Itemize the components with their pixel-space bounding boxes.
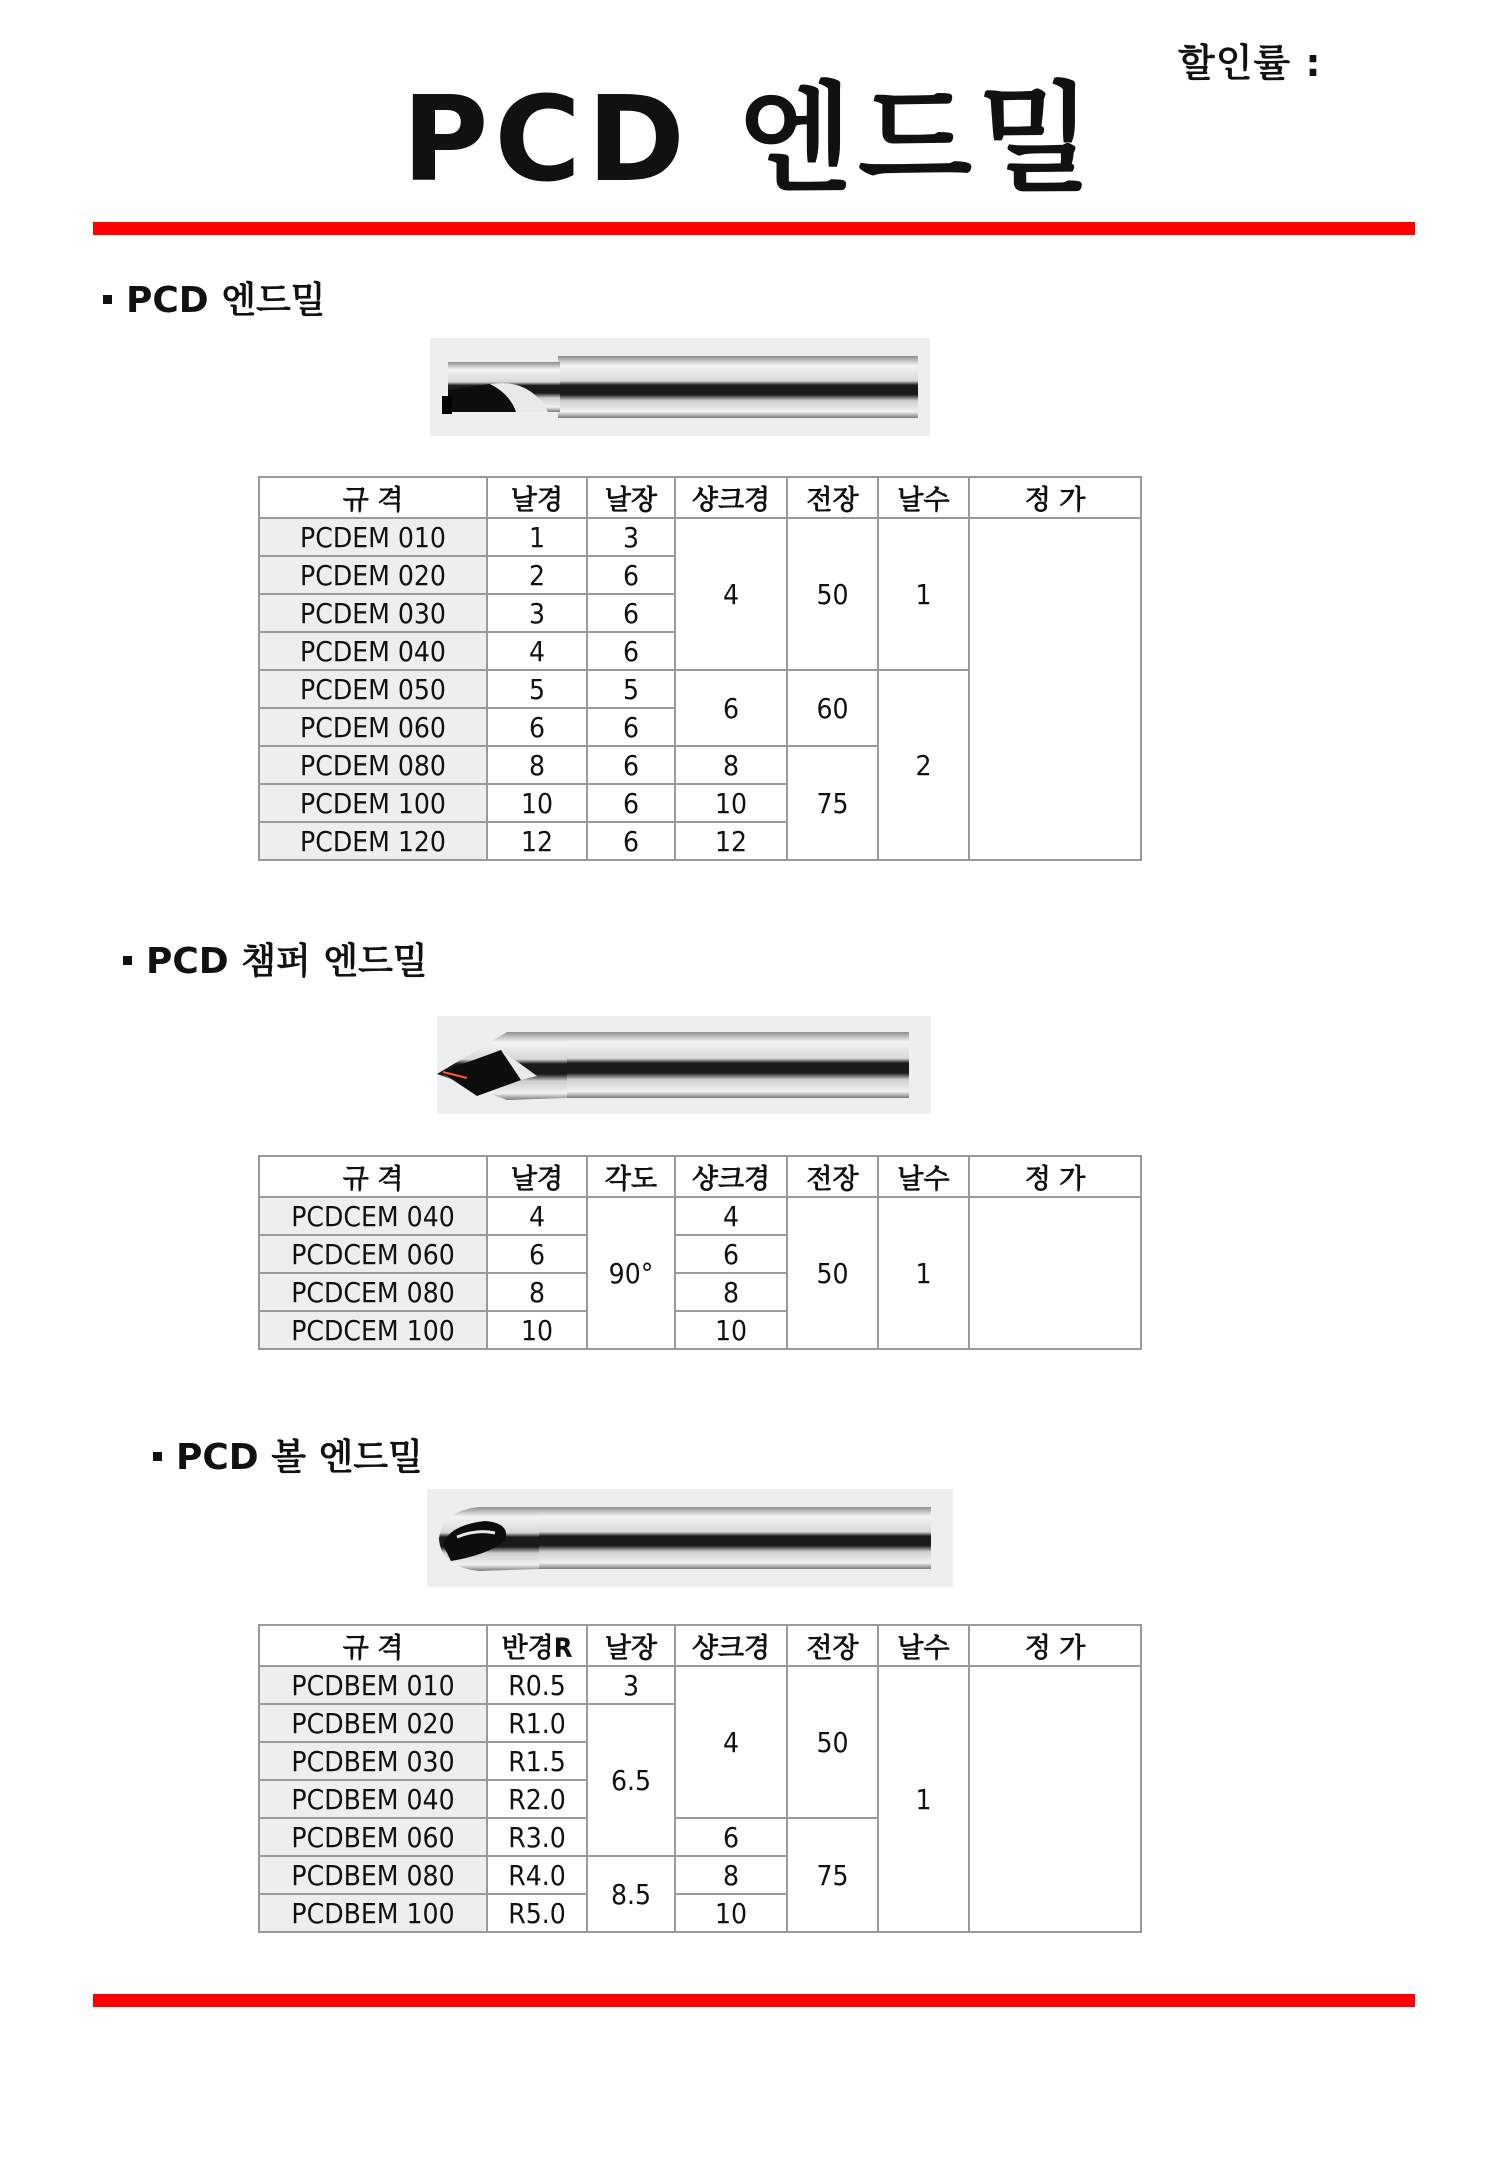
header-flutes: 날수 (878, 1156, 969, 1197)
shank-cell: 8 (675, 746, 787, 784)
diameter-cell: 1 (487, 518, 587, 556)
diameter-cell: 5 (487, 670, 587, 708)
flute-length-cell: 3 (587, 518, 675, 556)
pcd-endmill-spec-table (258, 476, 1142, 861)
flute-length-cell: 5 (587, 670, 675, 708)
shank-cell: 8 (675, 1273, 787, 1311)
table-header-row (259, 477, 1141, 518)
model-cell: PCDBEM 100 (259, 1894, 487, 1932)
price-cell (969, 1666, 1141, 1932)
pcd-ball-endmill-image (427, 1489, 953, 1587)
bullet-icon (123, 956, 132, 965)
shank-cell: 12 (675, 822, 787, 860)
model-cell: PCDCEM 040 (259, 1197, 487, 1235)
diameter-cell: 12 (487, 822, 587, 860)
header-price: 정 가 (969, 1625, 1141, 1666)
model-cell: PCDBEM 040 (259, 1780, 487, 1818)
overall-length-cell: 50 (787, 1666, 878, 1818)
radius-cell: R3.0 (487, 1818, 587, 1856)
model-cell: PCDEM 080 (259, 746, 487, 784)
diameter-cell: 3 (487, 594, 587, 632)
radius-cell: R0.5 (487, 1666, 587, 1704)
top-red-divider (93, 222, 1415, 235)
header-shank: 샹크경 (675, 1156, 787, 1197)
flute-length-cell: 6 (587, 746, 675, 784)
header-flutes: 날수 (878, 477, 969, 518)
header-spec: 규 격 (259, 1156, 487, 1197)
flute-length-cell: 6 (587, 822, 675, 860)
header-flutes: 날수 (878, 1625, 969, 1666)
diameter-cell: 2 (487, 556, 587, 594)
pcd-chamfer-endmill-spec-table (258, 1155, 1142, 1350)
model-cell: PCDEM 050 (259, 670, 487, 708)
table-row (259, 1197, 1141, 1235)
flute-length-cell: 6 (587, 556, 675, 594)
header-price: 정 가 (969, 1156, 1141, 1197)
diameter-cell: 8 (487, 746, 587, 784)
model-cell: PCDCEM 100 (259, 1311, 487, 1349)
shank-cell: 10 (675, 1894, 787, 1932)
table-header-row (259, 1156, 1141, 1197)
pcd-ball-endmill-spec-table (258, 1624, 1142, 1933)
model-cell: PCDBEM 060 (259, 1818, 487, 1856)
diameter-cell: 6 (487, 708, 587, 746)
model-cell: PCDCEM 080 (259, 1273, 487, 1311)
radius-cell: R1.0 (487, 1704, 587, 1742)
header-radius: 반경R (487, 1625, 587, 1666)
model-cell: PCDBEM 080 (259, 1856, 487, 1894)
price-cell (969, 1197, 1141, 1349)
radius-cell: R5.0 (487, 1894, 587, 1932)
overall-length-cell: 60 (787, 670, 878, 746)
flute-length-cell: 6 (587, 632, 675, 670)
shank-cell: 6 (675, 1818, 787, 1856)
section-title-pcd-ball-endmill: PCD 볼 엔드밀 (153, 1440, 423, 1476)
diameter-cell: 4 (487, 1197, 587, 1235)
shank-cell: 6 (675, 1235, 787, 1273)
shank-cell: 10 (675, 784, 787, 822)
pcd-endmill-image (430, 338, 930, 436)
flute-length-cell: 6 (587, 708, 675, 746)
flute-length-cell: 6 (587, 784, 675, 822)
header-shank: 샹크경 (675, 477, 787, 518)
header-spec: 규 격 (259, 1625, 487, 1666)
section-title-pcd-chamfer-endmill: PCD 챔퍼 엔드밀 (123, 944, 428, 980)
overall-length-cell: 75 (787, 1818, 878, 1932)
diameter-cell: 4 (487, 632, 587, 670)
flutes-cell: 2 (878, 670, 969, 860)
shank-cell: 4 (675, 1197, 787, 1235)
shank-cell: 8 (675, 1856, 787, 1894)
header-diameter: 날경 (487, 1156, 587, 1197)
table-row (259, 518, 1141, 556)
header-overall-length: 전장 (787, 477, 878, 518)
overall-length-cell: 75 (787, 746, 878, 860)
header-price: 정 가 (969, 477, 1141, 518)
shank-cell: 4 (675, 1666, 787, 1818)
bottom-red-divider (93, 1994, 1415, 2007)
pcd-chamfer-endmill-image (437, 1016, 931, 1114)
model-cell: PCDEM 040 (259, 632, 487, 670)
radius-cell: R1.5 (487, 1742, 587, 1780)
shank-cell: 4 (675, 518, 787, 670)
diameter-cell: 10 (487, 784, 587, 822)
header-angle: 각도 (587, 1156, 675, 1197)
header-shank: 샹크경 (675, 1625, 787, 1666)
shank-cell: 10 (675, 1311, 787, 1349)
model-cell: PCDBEM 010 (259, 1666, 487, 1704)
radius-cell: R2.0 (487, 1780, 587, 1818)
section-title-pcd-endmill: PCD 엔드밀 (103, 283, 326, 319)
bullet-icon (103, 295, 112, 304)
table-row (259, 1666, 1141, 1704)
diameter-cell: 6 (487, 1235, 587, 1273)
model-cell: PCDBEM 020 (259, 1704, 487, 1742)
bullet-icon (153, 1452, 162, 1461)
model-cell: PCDEM 020 (259, 556, 487, 594)
angle-cell: 90° (587, 1197, 675, 1349)
discount-rate-label: 할인률 : (1178, 41, 1322, 85)
header-spec: 규 격 (259, 477, 487, 518)
price-cell (969, 518, 1141, 860)
header-diameter: 날경 (487, 477, 587, 518)
flute-length-cell: 6 (587, 594, 675, 632)
flutes-cell: 1 (878, 1197, 969, 1349)
table-header-row (259, 1625, 1141, 1666)
header-overall-length: 전장 (787, 1625, 878, 1666)
overall-length-cell: 50 (787, 518, 878, 670)
flutes-cell: 1 (878, 1666, 969, 1932)
header-overall-length: 전장 (787, 1156, 878, 1197)
model-cell: PCDEM 010 (259, 518, 487, 556)
page-title: PCD 엔드밀 (401, 70, 1099, 208)
radius-cell: R4.0 (487, 1856, 587, 1894)
flute-length-cell: 8.5 (587, 1856, 675, 1932)
header-flute-length: 날장 (587, 1625, 675, 1666)
model-cell: PCDEM 100 (259, 784, 487, 822)
model-cell: PCDEM 030 (259, 594, 487, 632)
shank-cell: 6 (675, 670, 787, 746)
flute-length-cell: 3 (587, 1666, 675, 1704)
diameter-cell: 8 (487, 1273, 587, 1311)
overall-length-cell: 50 (787, 1197, 878, 1349)
model-cell: PCDEM 060 (259, 708, 487, 746)
diameter-cell: 10 (487, 1311, 587, 1349)
flute-length-cell: 6.5 (587, 1704, 675, 1856)
model-cell: PCDCEM 060 (259, 1235, 487, 1273)
flutes-cell: 1 (878, 518, 969, 670)
header-flute-length: 날장 (587, 477, 675, 518)
model-cell: PCDBEM 030 (259, 1742, 487, 1780)
model-cell: PCDEM 120 (259, 822, 487, 860)
